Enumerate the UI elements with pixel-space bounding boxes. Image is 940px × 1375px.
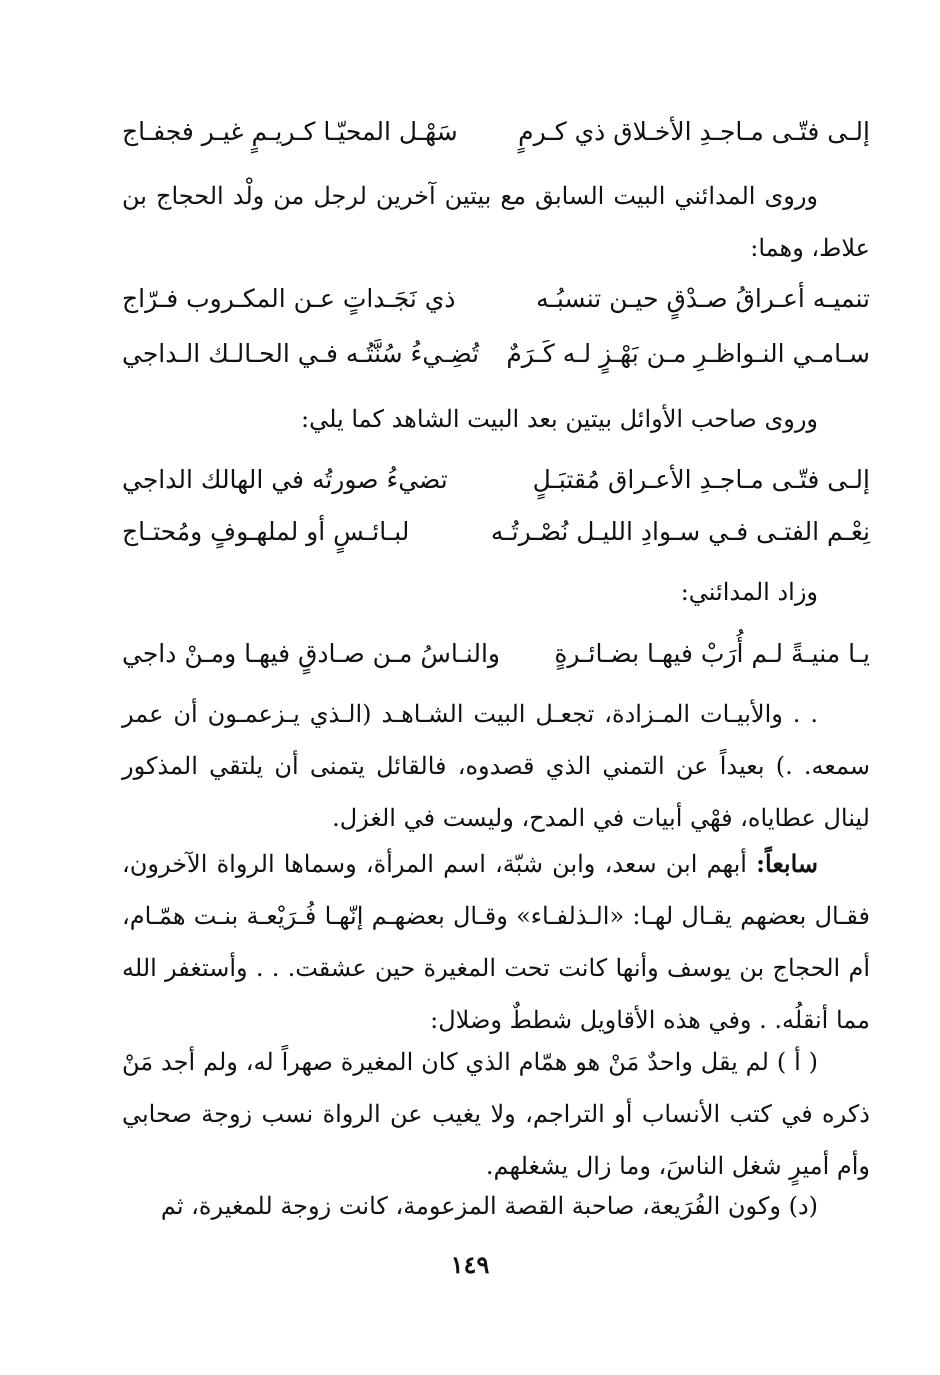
verse-second-hemistich: لبـائـسٍ أو لملهـوفٍ ومُحتـاج [122, 517, 410, 546]
verse-line [122, 632, 870, 676]
verse-line [122, 110, 870, 154]
verse-second-hemistich: سَهْـل المحيّـا كـريـمٍ غيـر فجفـاج [122, 117, 458, 146]
verse-first-hemistich: يـا منيـةً لـم أُرَبْ فيهـا بضـائـرةٍ [554, 639, 870, 668]
paragraph: وروى صاحب الأوائل بيتين بعد البيت الشاهد كما يلي: [301, 405, 818, 433]
paragraph: (د) وكون الفُرَيعة، صاحبة القصة المزعومة، كانت زوجة للمغيرة، ثم [160, 1192, 818, 1220]
paragraph: وزاد المدائني: [680, 578, 818, 606]
verse-first-hemistich: سـامـي النـواظـرِ مـن بَهْـزٍ لـه كَـرَمٌ [506, 339, 870, 368]
verse-line [122, 277, 870, 321]
verse-line [122, 458, 870, 502]
paragraph [122, 838, 870, 1046]
verse-second-hemistich: ذي نَجَـداتٍ عـن المكـروب فـرّاج [122, 284, 456, 313]
verse-line [122, 510, 870, 554]
verse-first-hemistich: نِعْـم الفتـى فـي سـوادِ الليـل نُصْـرتُـه [490, 517, 870, 546]
verse-second-hemistich: تضيءُ صورتُه في الهالك الداجي [122, 465, 448, 494]
paragraph: . . والأبيـات المـزادة، تجعـل البيت الشـاهـد (الـذي يـزعمـون أن عمر سمعه. .) بعيداً عن التمني الذي قصدوه، فالقائل يتمنى أن يلتقي المذكور لينال عطاياه، فهْي أبيات في المدح، وليست في الغزل. [122, 700, 870, 832]
verse-second-hemistich: تُضِـيءُ سُنَّتُـه فـي الحـالـك الـداجي [122, 339, 480, 368]
paragraph: ( أ ) لم يقل واحدٌ مَنْ هو همّام الذي كان المغيرة صهراً له، ولم أجد مَنْ ذكره في كتب الأنساب أو التراجم، ولا يغيب عن الرواة نسب زوجة صحابي وأم أميرٍ شغل الناسَ، وما زال يشغلهم. [122, 1048, 870, 1180]
page-number: ١٤٩ [450, 1250, 490, 1279]
verse-line [122, 332, 870, 376]
verse-first-hemistich: إلـى فتّـى مـاجـدِ الأعـراق مُقتبَـلٍ [532, 465, 870, 494]
paragraph-lead: سابعاً: [756, 849, 818, 878]
paragraph-body: أبهم ابن سعد، وابن شبّة، اسم المرأة، وسماها الرواة الآخرون، فقـال بعضهم يقـال لهـا: «الـذلفـاء» وقـال بعضهـم إنّهـا فُـرَيْعـة بنـت همّـام، أم الحجاج بن يوسف وأنها كانت تحت المغيرة حين عشقت. . . وأستغفر الله مما أنقلُه. . وفي هذه الأقاويل شططٌ وضلال: [122, 850, 871, 1034]
verse-second-hemistich: والنـاسُ مـن صـادقٍ فيهـا ومـنْ داجي [122, 639, 500, 668]
paragraph: وروى المدائني البيت السابق مع بيتين آخرين لرجل من ولْد الحجاج بن علاط، وهما: [122, 182, 870, 262]
verse-first-hemistich: إلـى فتّـى مـاجـدِ الأخـلاق ذي كـرمٍ [518, 117, 870, 146]
verse-first-hemistich: تنميـه أعـراقُ صـدْقٍ حيـن تنسبُـه [536, 284, 870, 313]
